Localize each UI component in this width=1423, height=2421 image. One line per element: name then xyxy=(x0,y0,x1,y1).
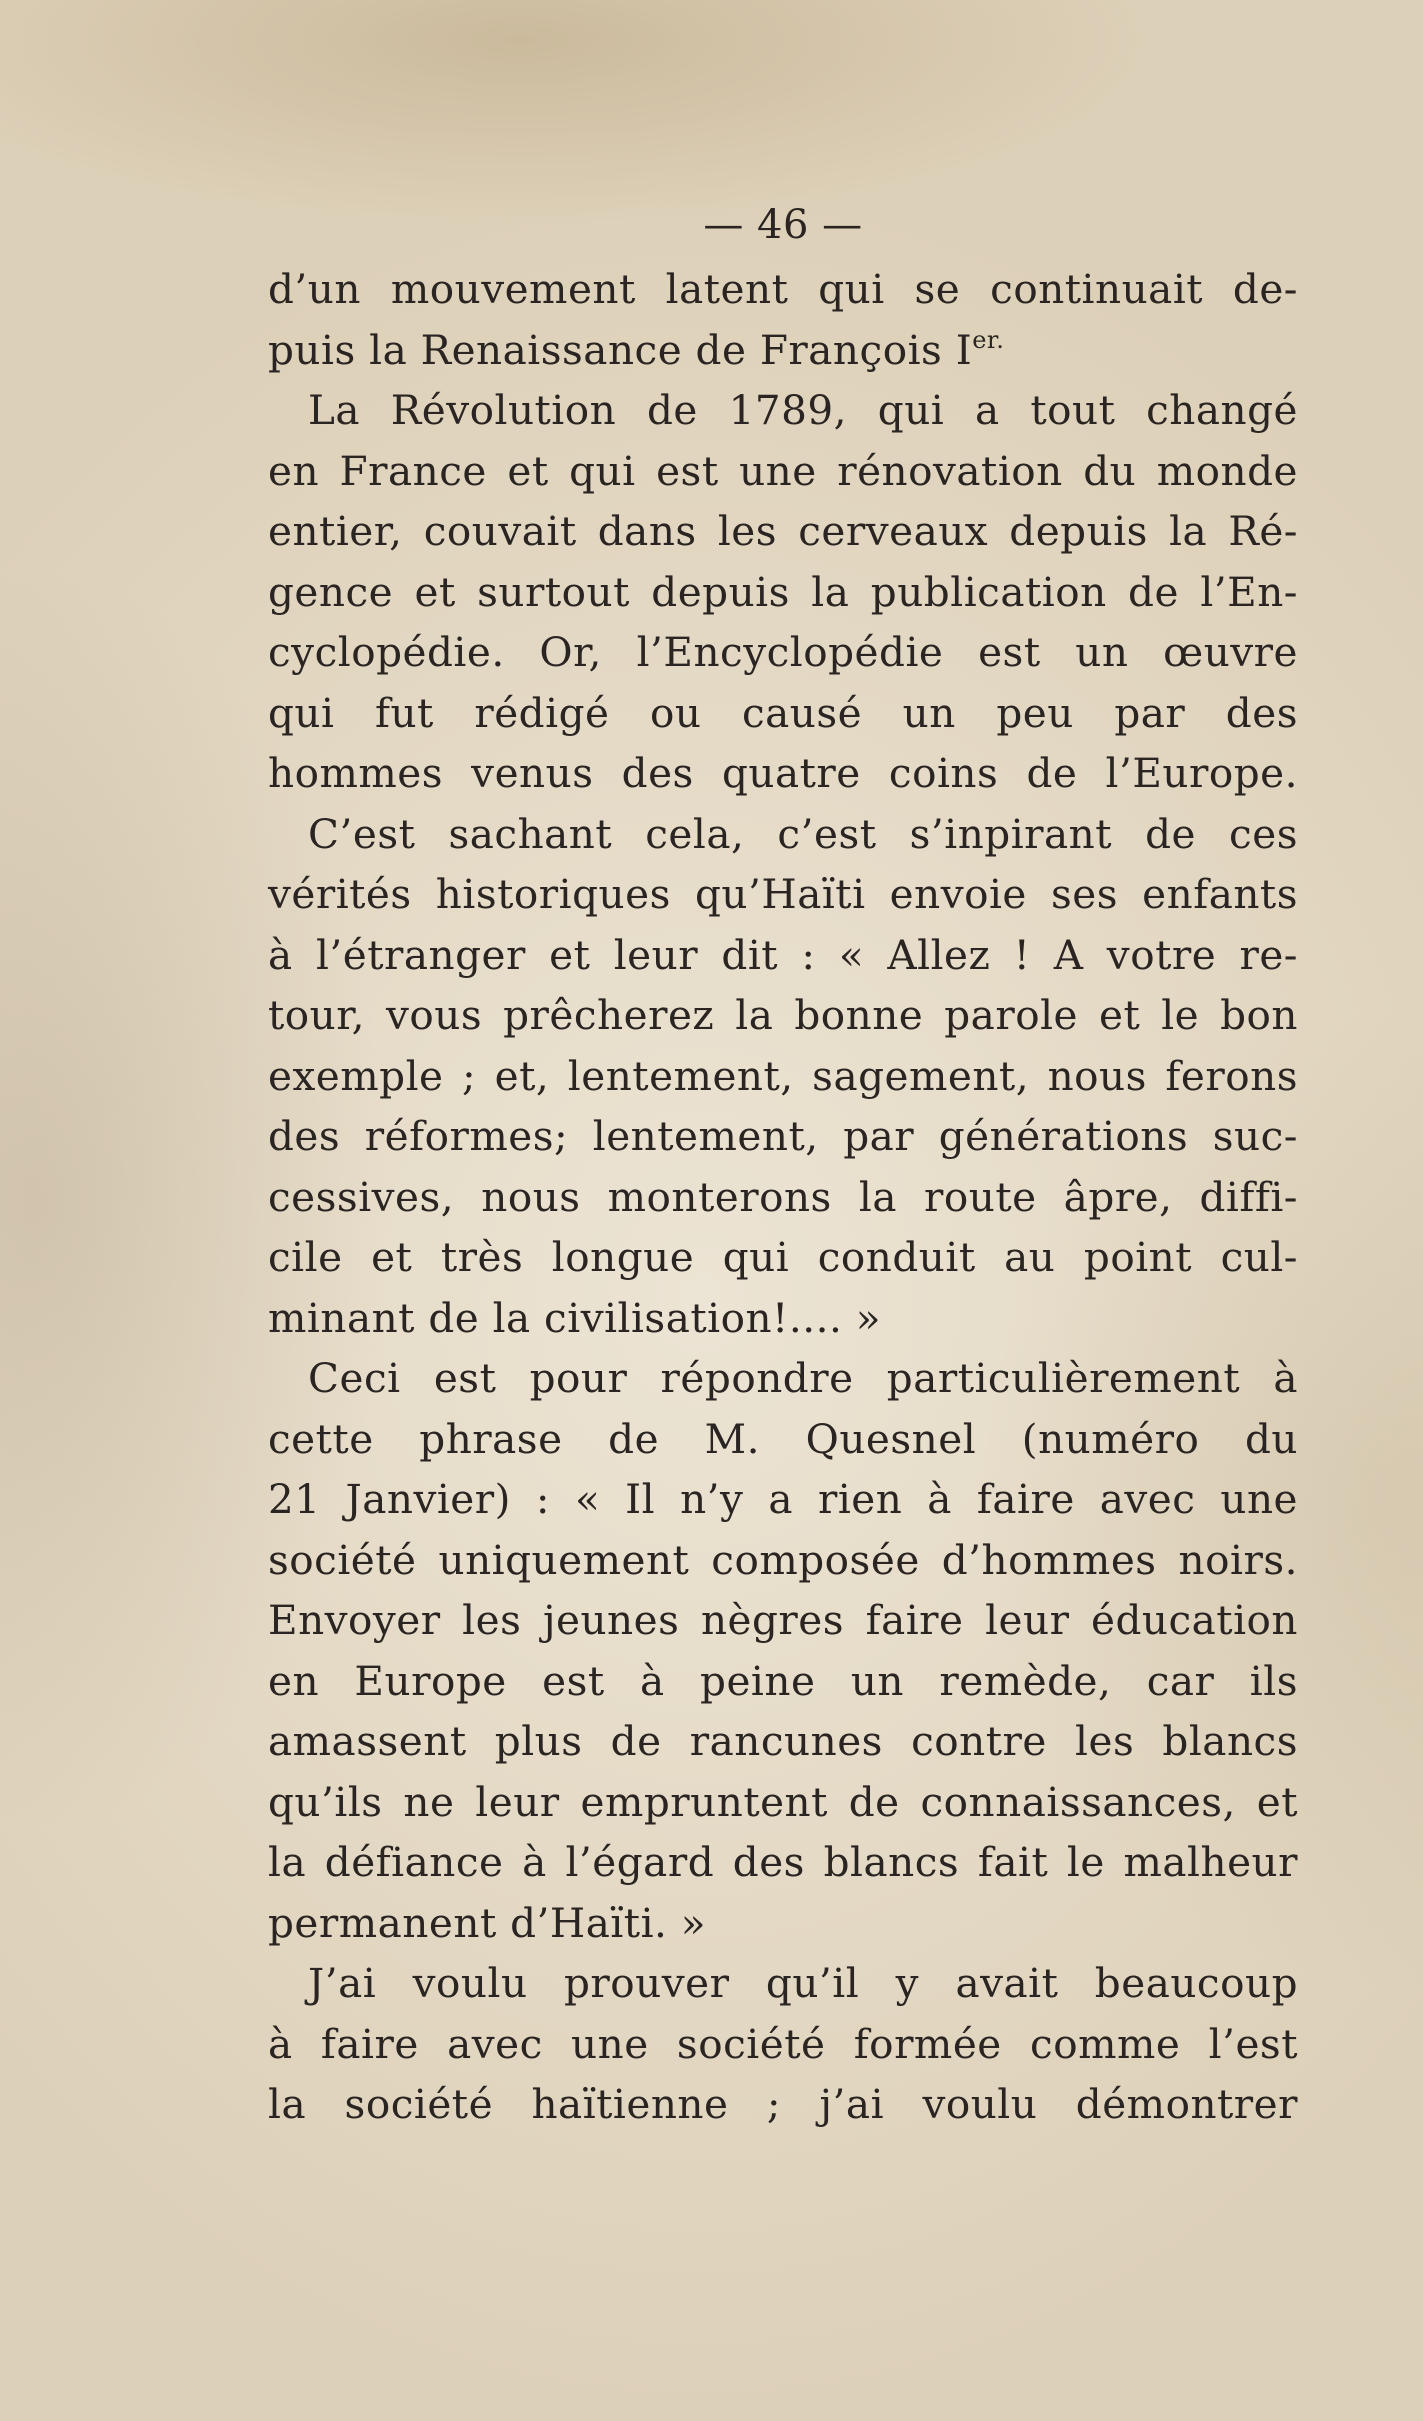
text-line: la défiance à l’égard des blancs fait le malheur xyxy=(268,1838,1298,1886)
text-line: cyclopédie. Or, l’Encyclopédie est un œuvre xyxy=(268,628,1298,676)
text-line: à faire avec une société formée comme l’est xyxy=(268,2019,1298,2068)
text-line: qui fut rédigé ou causé un peu par des xyxy=(268,688,1298,737)
text-line: permanent d’Haïti. » xyxy=(268,1898,707,1947)
text-line: Ceci est pour répondre particulièrement à xyxy=(308,1354,1298,1402)
text-line: cile et très longue qui conduit au point cul- xyxy=(268,1233,1298,1281)
superscript: er. xyxy=(972,325,1005,354)
text-line: hommes venus des quatre coins de l’Europe. xyxy=(268,749,1298,797)
text-line xyxy=(268,320,1298,381)
text-line: C’est sachant cela, c’est s’inpirant de ces xyxy=(308,809,1298,858)
text-line: gence et surtout depuis la publication de l’En- xyxy=(268,567,1298,616)
text-line: tour, vous prêcherez la bonne parole et le bon xyxy=(268,991,1298,1039)
page-text xyxy=(268,195,1298,2135)
text-line: amassent plus de rancunes contre les blancs xyxy=(268,1717,1298,1765)
text-line: société uniquement composée d’hommes noirs. xyxy=(268,1535,1298,1584)
text-line: entier, couvait dans les cerveaux depuis la Ré- xyxy=(268,507,1298,555)
text-line: des réformes; lentement, par générations suc- xyxy=(268,1112,1298,1160)
page-number: — 46 — xyxy=(703,202,863,248)
text-line: cette phrase de M. Quesnel (numéro du xyxy=(268,1414,1298,1463)
text-line: La Révolution de 1789, qui a tout changé xyxy=(308,386,1298,434)
text-line: d’un mouvement latent qui se continuait de- xyxy=(268,265,1298,313)
text-line: la société haïtienne ; j’ai voulu démontrer xyxy=(268,2080,1298,2128)
text-line: à l’étranger et leur dit : « Allez ! A votre re- xyxy=(268,930,1298,979)
text-line-content: puis la Renaissance de François I xyxy=(268,325,973,374)
text-line: vérités historiques qu’Haïti envoie ses enfants xyxy=(268,870,1298,918)
text-line: cessives, nous monterons la route âpre, diffi- xyxy=(268,1172,1298,1221)
text-line: exemple ; et, lentement, sagement, nous ferons xyxy=(268,1051,1298,1100)
text-line: qu’ils ne leur empruntent de connaissances, et xyxy=(268,1777,1298,1826)
text-line: en France et qui est une rénovation du monde xyxy=(268,446,1298,495)
text-line: en Europe est à peine un remède, car ils xyxy=(268,1656,1298,1705)
text-line: 21 Janvier) : « Il n’y a rien à faire avec une xyxy=(268,1475,1298,1523)
text-line: minant de la civilisation!.... » xyxy=(268,1293,881,1342)
text-line: J’ai voulu prouver qu’il y avait beaucoup xyxy=(308,1959,1298,2007)
text-line: Envoyer les jeunes nègres faire leur éducation xyxy=(268,1596,1298,1644)
